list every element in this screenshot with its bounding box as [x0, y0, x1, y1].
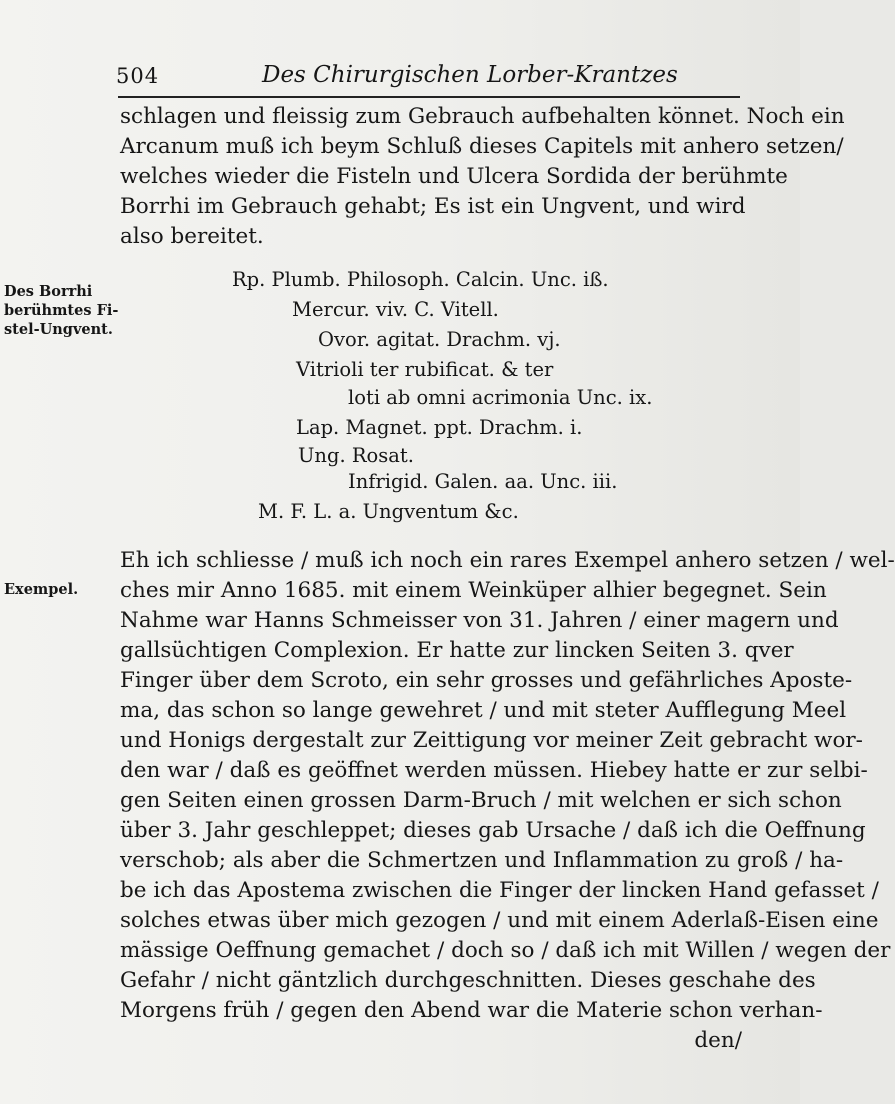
text-line: solches etwas über mich gezogen / und mit einem Aderlaß-Eisen eine [120, 908, 879, 933]
text-line: welches wieder die Fisteln und Ulcera Sordida der berühmte [120, 164, 788, 189]
text-line: Nahme war Hanns Schmeisser von 31. Jahren / einer magern und [120, 608, 839, 633]
text-line: ches mir Anno 1685. mit einem Weinküper alhier begegnet. Sein [120, 578, 827, 603]
text-line: Gefahr / nicht gäntzlich durchgeschnitten. Dieses geschahe des [120, 968, 816, 993]
text-line: ma, das schon so lange gewehret / und mit steter Aufflegung Meel [120, 698, 847, 723]
margin-note-exempel [4, 580, 114, 599]
text-line: be ich das Apostema zwischen die Finger der lincken Hand gefasset / [120, 878, 879, 903]
header-rule [118, 96, 740, 98]
text-line: Morgens früh / gegen den Abend war die Materie schon verhan- [120, 998, 823, 1023]
text-line: den war / daß es geöffnet werden müssen. Hiebey hatte er zur selbi- [120, 758, 868, 783]
recipe-line: Mercur. viv. C. Vitell. [292, 298, 499, 321]
recipe-line: Lap. Magnet. ppt. Drachm. i. [296, 416, 583, 439]
margin-note-line: stel-Ungvent. [4, 321, 113, 338]
text-line: Eh ich schliesse / muß ich noch ein rares Exempel anhero setzen / wel- [120, 548, 895, 573]
text-line: Arcanum muß ich beym Schluß dieses Capitels mit anhero setzen/ [120, 134, 844, 159]
catchword: den/ [694, 1028, 742, 1053]
recipe-line: Vitrioli ter rubificat. & ter [296, 358, 554, 381]
paragraph-1 [120, 102, 845, 252]
margin-note-line: Exempel. [4, 581, 79, 598]
margin-note-borrhi [4, 282, 119, 339]
recipe-line: Rp. Plumb. Philosoph. Calcin. Unc. iß. [232, 268, 609, 291]
paragraph-2 [120, 546, 895, 1056]
running-head: Des Chirurgischen Lorber-Krantzes [262, 62, 678, 88]
text-line: Finger über dem Scroto, ein sehr grosses und gefährliches Aposte- [120, 668, 853, 693]
text-line: gallsüchtigen Complexion. Er hatte zur lincken Seiten 3. qver [120, 638, 794, 663]
recipe-line: Ovor. agitat. Drachm. vj. [318, 328, 561, 351]
page-number: 504 [116, 64, 160, 88]
recipe-line: Infrigid. Galen. aa. Unc. iii. [348, 470, 618, 493]
recipe-line: M. F. L. a. Ungventum &c. [258, 500, 519, 523]
text-line: Borrhi im Gebrauch gehabt; Es ist ein Ungvent, und wird [120, 194, 746, 219]
text-line: schlagen und fleissig zum Gebrauch aufbehalten könnet. Noch ein [120, 104, 845, 129]
text-line: also bereitet. [120, 224, 264, 249]
text-line: verschob; als aber die Schmertzen und Inflammation zu groß / ha- [120, 848, 844, 873]
recipe-line: loti ab omni acrimonia Unc. ix. [348, 386, 653, 409]
text-line: über 3. Jahr geschleppet; dieses gab Ursache / daß ich die Oeffnung [120, 818, 866, 843]
page-header [112, 58, 742, 90]
text-line: mässige Oeffnung gemachet / doch so / daß ich mit Willen / wegen der [120, 938, 891, 963]
text-line: gen Seiten einen grossen Darm-Bruch / mit welchen er sich schon [120, 788, 842, 813]
text-line: und Honigs dergestalt zur Zeittigung vor meiner Zeit gebracht wor- [120, 728, 863, 753]
recipe-line: Ung. Rosat. [298, 444, 414, 467]
margin-note-line: Des Borrhi [4, 283, 93, 300]
margin-note-line: berühmtes Fi- [4, 302, 119, 319]
